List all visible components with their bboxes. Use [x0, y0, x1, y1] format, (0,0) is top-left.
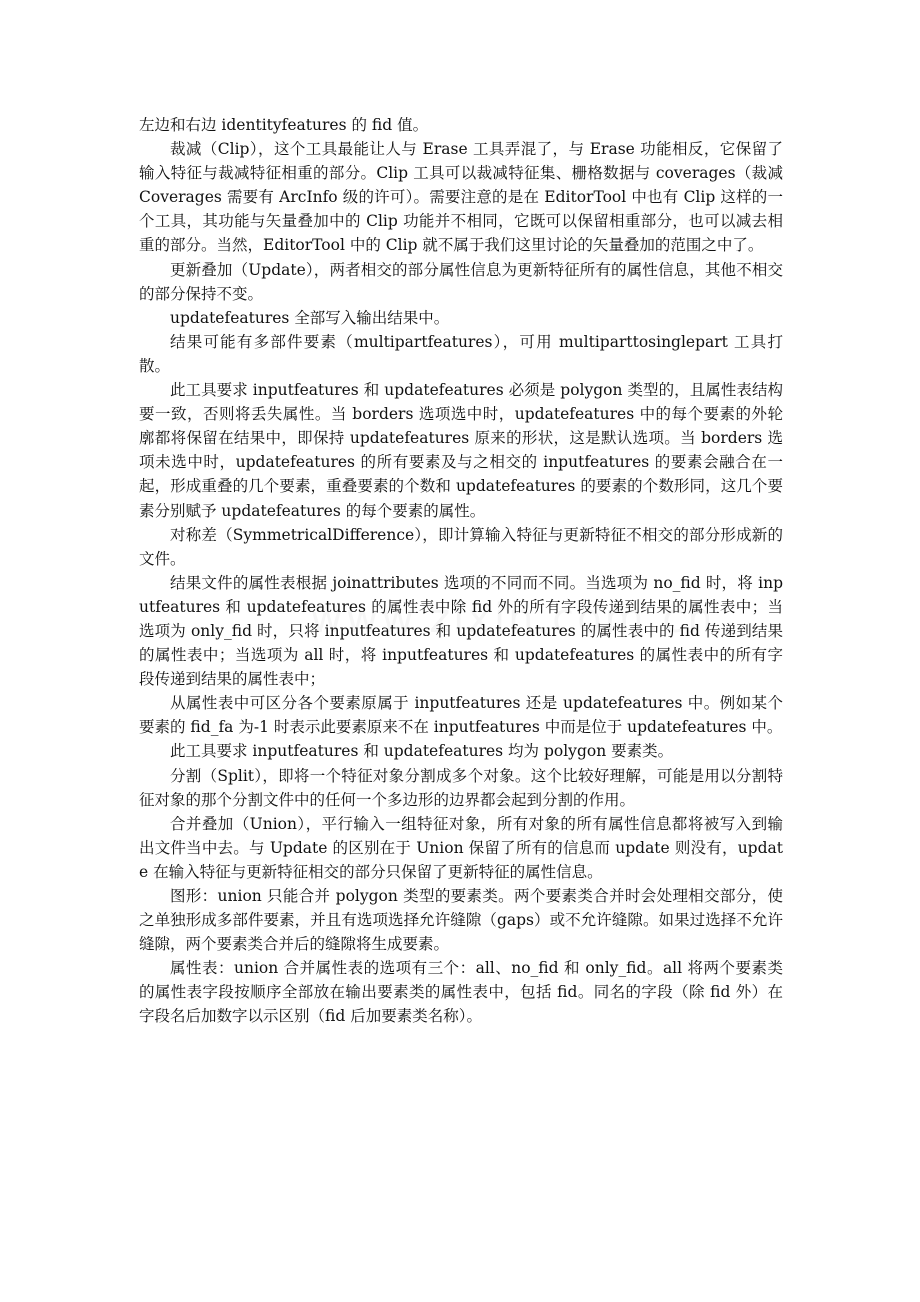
paragraph-union-geometry: 图形：union 只能合并 polygon 类型的要素类。两个要素类合并时会处理相交部分，使之单独形成多部件要素，并且有选项选择允许缝隙（gaps）或不允许缝隙。如果过选择不允许缝隙，两个要素类合并后的缝隙将生成要素。	[139, 887, 783, 954]
paragraph-updatefeatures-output: updatefeatures 全部写入输出结果中。	[170, 308, 450, 327]
paragraph-attribute-origin: 从属性表中可区分各个要素原属于 inputfeatures 还是 updatefeatures 中。例如某个要素的 fid_fa 为-1 时表示此要素原来不在 inputfeatures 中而是位于 updatefeatures 中。	[139, 694, 783, 737]
paragraph-polygon-requirement: 此工具要求 inputfeatures 和 updatefeatures 均为 polygon 要素类。	[170, 742, 674, 761]
paragraph-identity-continuation: 左边和右边 identityfeatures 的 fid 值。	[139, 116, 429, 134]
paragraph-symmetrical-difference: 对称差（SymmetricalDifference），即计算输入特征与更新特征不相交的部分形成新的文件。	[139, 525, 783, 568]
document-body	[139, 113, 783, 1029]
paragraph-update-requirements: 此工具要求 inputfeatures 和 updatefeatures 必须是 polygon 类型的，且属性表结构要一致，否则将丢失属性。当 borders 选项选中时，updatefeatures 中的每个要素的外轮廓都将保留在结果中，即保持 updatefeatures 原来的形状，这是默认选项。当 borders 选项未选中时，updatefeatures 的所有要素及与之相交的 inputfeatures 的要素会融合在一起，形成重叠的几个要素，重叠要素的个数和 updatefeatures 的要素的个数形同，这几个要素分别赋予 updatefeatures 的每个要素的属性。	[139, 381, 783, 520]
paragraph-update: 更新叠加（Update），两者相交的部分属性信息为更新特征所有的属性信息，其他不相交的部分保持不变。	[139, 260, 783, 303]
paragraph-split: 分割（Split），即将一个特征对象分割成多个对象。这个比较好理解，可能是用以分割特征对象的那个分割文件中的任何一个多边形的边界都会起到分割的作用。	[139, 766, 783, 809]
paragraph-joinattributes: 结果文件的属性表根据 joinattributes 选项的不同而不同。当选项为 no_fid 时，将 inputfeatures 和 updatefeatures 的属性表中除 fid 外的所有字段传递到结果的属性表中；当选项为 only_fid 时，只将 inputfeatures 和 updatefeatures 的属性表中的 fid 传递到结果的属性表中；当选项为 all 时，将 inputfeatures 和 updatefeatures 的属性表中的所有字段传递到结果的属性表中；	[139, 573, 783, 689]
paragraph-union: 合并叠加（Union），平行输入一组特征对象，所有对象的所有属性信息都将被写入到输出文件当中去。与 Update 的区别在于 Union 保留了所有的信息而 update 则没有，update 在输入特征与更新特征相交的部分只保留了更新特征的属性信息。	[139, 814, 783, 881]
paragraph-union-attributes: 属性表：union 合并属性表的选项有三个：all、no_fid 和 only_fid。all 将两个要素类的属性表字段按顺序全部放在输出要素类的属性表中，包括 fid。同名的字段（除 fid 外）在字段名后加数字以示区别（fid 后加要素类名称）。	[139, 959, 783, 1026]
paragraph-clip: 裁减（Clip），这个工具最能让人与 Erase 工具弄混了，与 Erase 功能相反，它保留了输入特征与裁减特征相重的部分。Clip 工具可以裁减特征集、栅格数据与 coverages（裁减 Coverages 需要有 ArcInfo 级的许可）。需要注意的是在 EditorTool 中也有 Clip 这样的一个工具，其功能与矢量叠加中的 Clip 功能并不相同，它既可以保留相重部分，也可以减去相重的部分。当然，EditorTool 中的 Clip 就不属于我们这里讨论的矢量叠加的范围之中了。	[139, 140, 783, 255]
paragraph-multipart: 结果可能有多部件要素（multipartfeatures），可用 multiparttosinglepart 工具打散。	[139, 332, 783, 375]
